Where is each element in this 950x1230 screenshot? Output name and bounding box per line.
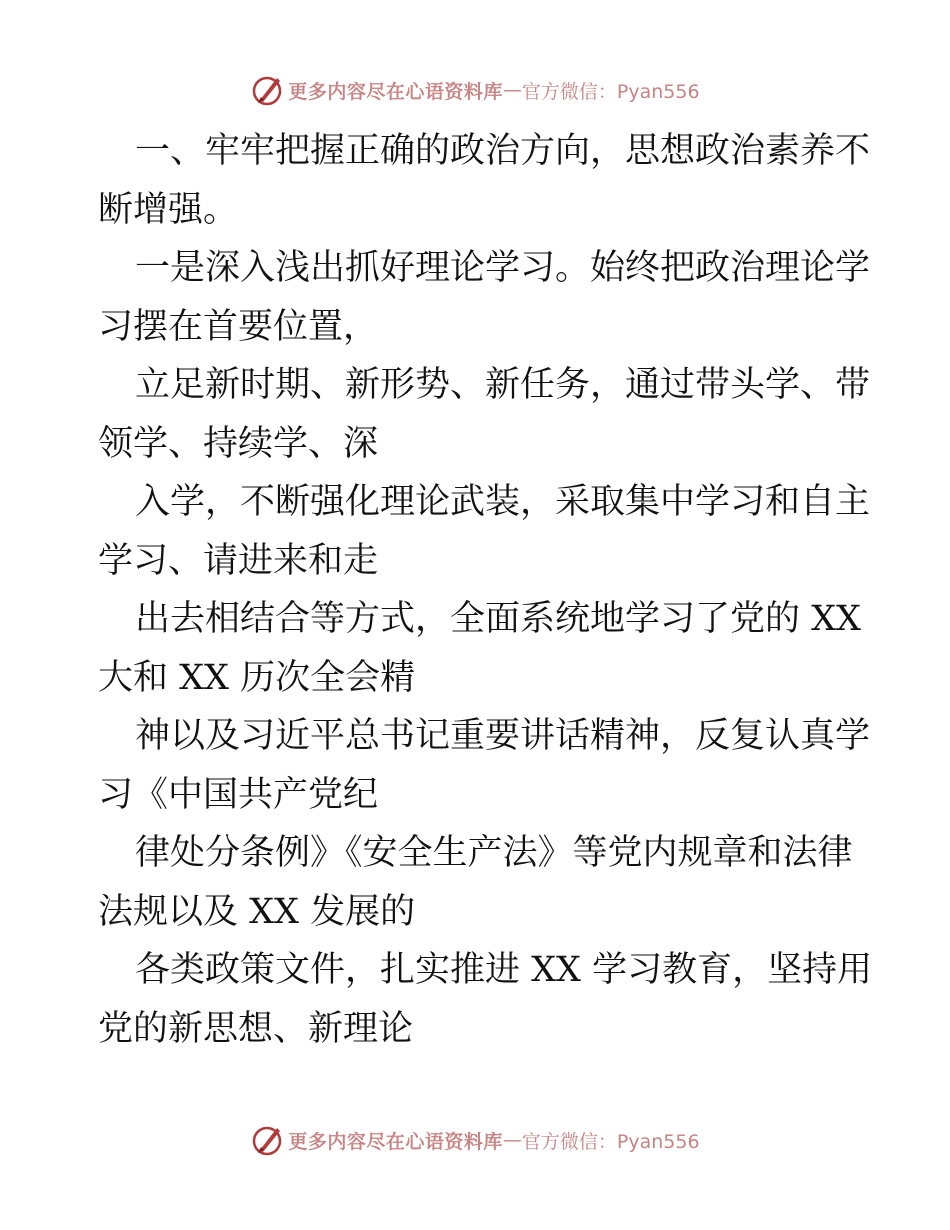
document-line: 学习、请进来和走 bbox=[98, 540, 379, 581]
document-line: 断增强。 bbox=[98, 189, 239, 230]
document-line: 领学、持续学、深 bbox=[98, 423, 379, 464]
document-line: 大和 XX 历次全会精 bbox=[98, 657, 416, 698]
watermark-wechat-text: 官方微信：Pyan556 bbox=[521, 1130, 700, 1153]
document-line: 习《中国共产党纪 bbox=[98, 774, 379, 815]
document-line: 立足新时期、新形势、新任务，通过带头学、带 bbox=[135, 365, 871, 405]
document-line: 一、牢牢把握正确的政治方向，思想政治素养不 bbox=[135, 131, 871, 171]
document-line: 神以及习近平总书记重要讲话精神，反复认真学 bbox=[135, 716, 871, 756]
watermark-brand-text: 更多内容尽在心语资料库 bbox=[288, 80, 503, 103]
quill-pen-icon bbox=[250, 1122, 286, 1158]
quill-pen-icon bbox=[250, 72, 286, 108]
document-line: 出去相结合等方式，全面系统地学习了党的 XX bbox=[135, 599, 861, 639]
document-line: 法规以及 XX 发展的 bbox=[98, 891, 416, 932]
document-line: 党的新思想、新理论 bbox=[98, 1008, 414, 1049]
document-line: 入学，不断强化理论武装，采取集中学习和自主 bbox=[135, 482, 871, 522]
document-body bbox=[98, 122, 873, 1058]
watermark-footer bbox=[0, 1118, 950, 1162]
document-line: 律处分条例》《安全生产法》等党内规章和法律 bbox=[135, 833, 853, 873]
watermark-separator: — bbox=[502, 1129, 522, 1151]
watermark-wechat-text: 官方微信：Pyan556 bbox=[521, 80, 700, 103]
watermark-separator: — bbox=[502, 79, 522, 101]
document-line: 习摆在首要位置， bbox=[98, 306, 379, 347]
document-line: 一是深入浅出抓好理论学习。始终把政治理论学 bbox=[135, 248, 871, 288]
watermark-brand-text: 更多内容尽在心语资料库 bbox=[288, 1130, 503, 1153]
watermark-header bbox=[0, 68, 950, 112]
document-line: 各类政策文件，扎实推进 XX 学习教育，坚持用 bbox=[135, 950, 873, 990]
